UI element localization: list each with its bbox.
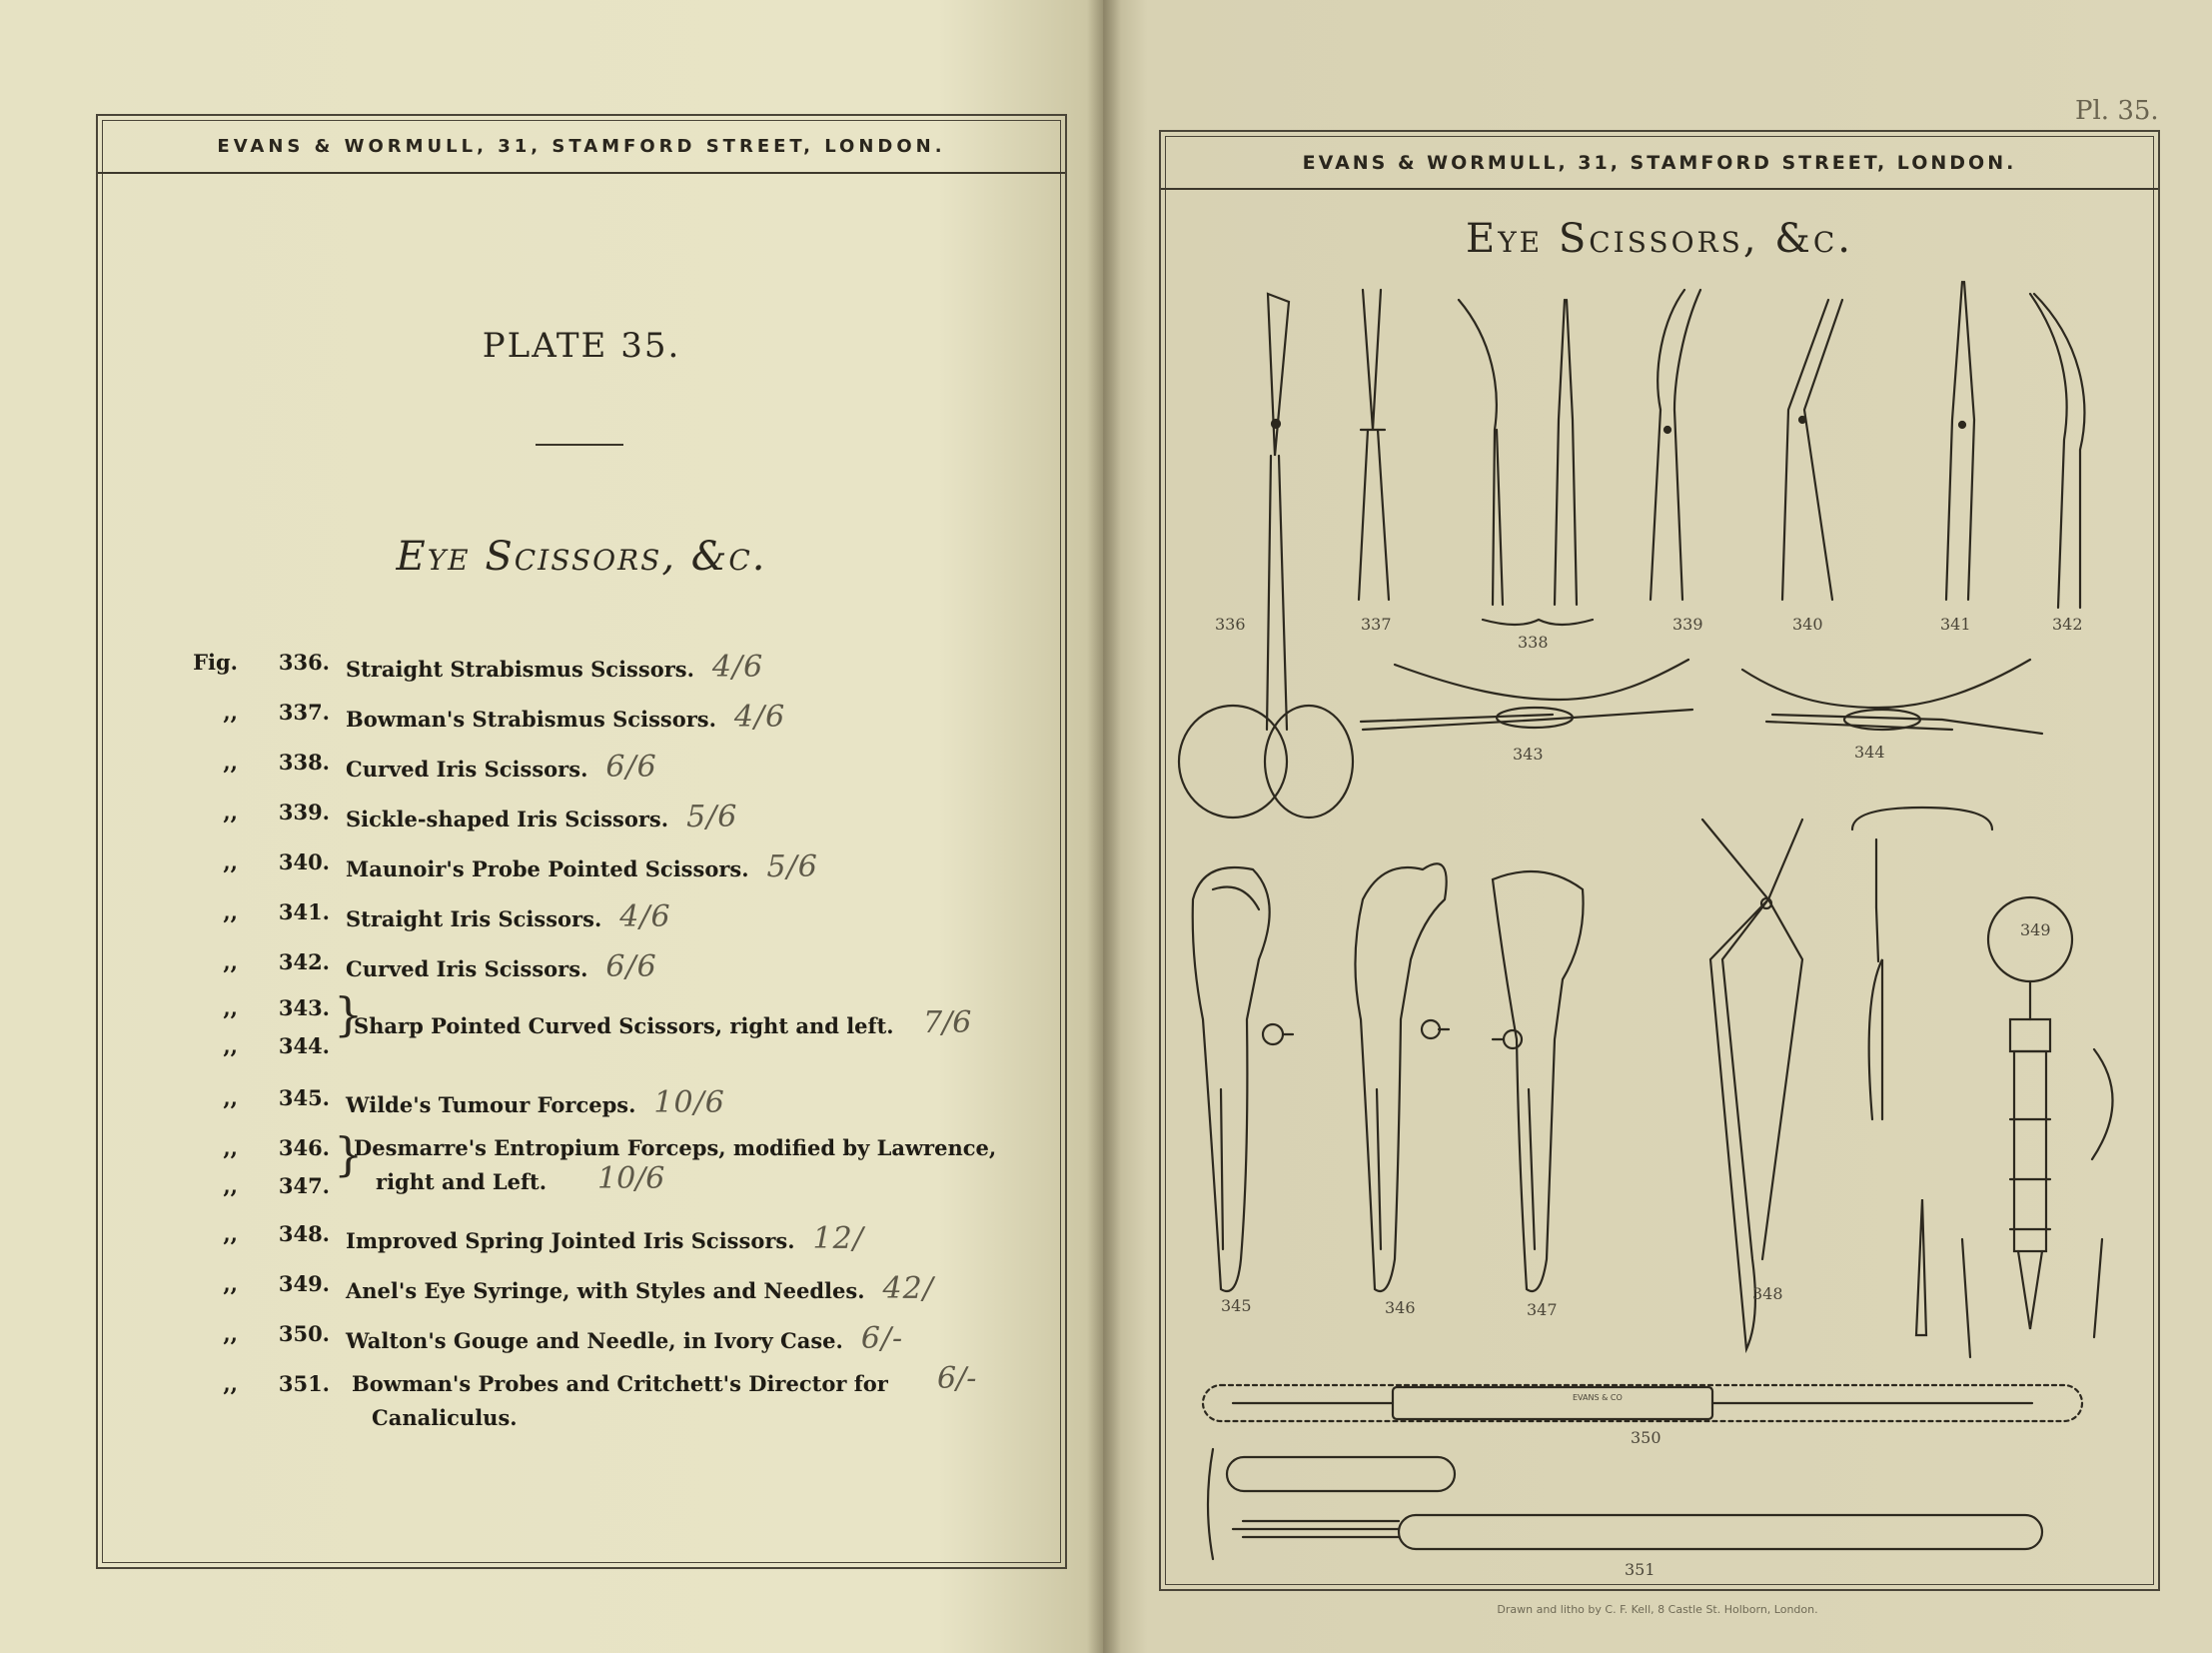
scissors-344-drawing	[1742, 660, 2042, 734]
entry-description: Maunoir's Probe Pointed Scissors. 5/6	[346, 849, 818, 884]
entry-description: Desmarre's Entropium Forceps, modified by Lawrence,	[354, 1135, 997, 1160]
forceps-345-drawing	[1193, 867, 1293, 1291]
handwritten-price: 4/6	[733, 700, 786, 735]
entry-description: Sickle-shaped Iris Scissors. 5/6	[346, 800, 738, 834]
entry-number: 341.	[278, 899, 330, 924]
entry-number: 339.	[278, 800, 330, 825]
scissors-348-drawing	[1702, 820, 1802, 1349]
figure-label: 344	[1854, 743, 1885, 762]
entry-description: Canaliculus.	[372, 1405, 518, 1430]
handwritten-price: 6/-	[860, 1321, 904, 1356]
book-gutter	[1087, 0, 1121, 1653]
handwritten-price: 10/6	[653, 1085, 725, 1120]
section-title: Eye Scissors, &c.	[396, 534, 767, 580]
handwritten-price: 6/6	[605, 949, 657, 984]
entry-prefix: ,,	[223, 899, 238, 924]
figure-labels	[1215, 615, 2083, 1579]
catalog-entry	[98, 849, 1069, 889]
handwritten-price: 6/-	[937, 1361, 977, 1396]
forceps-346-drawing	[1355, 863, 1449, 1291]
entry-prefix: ,,	[223, 1271, 238, 1296]
handwritten-price: 6/6	[605, 750, 657, 785]
entry-number: 336.	[278, 650, 330, 675]
entry-number: 345.	[278, 1085, 330, 1110]
entry-number: 350.	[278, 1321, 330, 1346]
catalog-entry	[98, 1221, 1069, 1261]
entry-number: 344.	[278, 1033, 330, 1058]
forceps-347-drawing	[1493, 871, 1584, 1291]
entry-prefix: Fig.	[193, 650, 238, 675]
figure-label: 339	[1672, 615, 1703, 634]
entry-prefix: ,,	[223, 1135, 238, 1160]
entry-description: Curved Iris Scissors. 6/6	[346, 750, 657, 785]
entry-prefix: ,,	[223, 800, 238, 825]
catalog-entry	[98, 700, 1069, 740]
figure-label: 343	[1513, 745, 1544, 764]
figure-label: 348	[1752, 1284, 1783, 1303]
entry-prefix: ,,	[223, 1173, 238, 1198]
figure-label: 346	[1385, 1298, 1416, 1317]
entry-number: 349.	[278, 1271, 330, 1296]
catalog-entry	[98, 899, 1069, 939]
entry-prefix: ,,	[223, 1221, 238, 1246]
entry-description: Improved Spring Jointed Iris Scissors. 12/	[346, 1221, 864, 1256]
probes-351-drawing	[1208, 1449, 2042, 1559]
handwritten-price: 12/	[812, 1221, 864, 1256]
entry-description: Curved Iris Scissors. 6/6	[346, 949, 657, 984]
entry-number: 346.	[278, 1135, 330, 1160]
entry-number: 351.	[278, 1371, 330, 1396]
entry-description: Walton's Gouge and Needle, in Ivory Case. 6/-	[346, 1321, 904, 1356]
scissors-341-drawing	[1946, 282, 1974, 600]
catalog-entry	[98, 750, 1069, 790]
right-page-header: EVANS & WORMULL, 31, STAMFORD STREET, LONDON.	[1302, 152, 2017, 174]
entry-description: Straight Strabismus Scissors. 4/6	[346, 650, 764, 685]
entry-description: Bowman's Probes and Critchett's Director for	[352, 1371, 888, 1396]
catalog-entry	[98, 949, 1069, 989]
entry-description: Anel's Eye Syringe, with Styles and Needles. 42/	[346, 1271, 934, 1306]
entry-prefix: ,,	[223, 1321, 238, 1346]
entry-description: Wilde's Tumour Forceps. 10/6	[346, 1085, 725, 1120]
handwritten-price: 10/6	[597, 1161, 665, 1196]
scissors-336-drawing	[1179, 294, 1353, 818]
scissors-339-drawing	[1651, 290, 1700, 600]
printer-credit: Drawn and litho by C. F. Kell, 8 Castle St. Holborn, London.	[1497, 1603, 1818, 1616]
entry-prefix: ,,	[223, 1033, 238, 1058]
handwritten-price: 4/6	[619, 899, 671, 934]
entry-description: Straight Iris Scissors. 4/6	[346, 899, 671, 934]
entry-prefix: ,,	[223, 995, 238, 1020]
figure-label: 337	[1361, 615, 1392, 634]
scissors-343-drawing	[1361, 660, 1692, 730]
handwritten-price: 42/	[882, 1271, 934, 1306]
handwritten-price: 5/6	[766, 849, 818, 884]
scissors-342-drawing	[2030, 294, 2084, 608]
figure-label: 351	[1625, 1560, 1656, 1579]
entry-prefix: ,,	[223, 849, 238, 874]
syringe-349-drawing	[1852, 808, 2113, 1357]
header-rule	[98, 172, 1065, 174]
figure-label: 347	[1527, 1300, 1558, 1319]
entry-number: 347.	[278, 1173, 330, 1198]
figure-label: 345	[1221, 1296, 1252, 1315]
catalog-entry	[98, 800, 1069, 839]
gouge-350-drawing	[1203, 1385, 2082, 1421]
entry-description: right and Left.	[376, 1169, 548, 1194]
handwritten-price: 4/6	[711, 650, 764, 685]
entry-number: 342.	[278, 949, 330, 974]
entry-number: 348.	[278, 1221, 330, 1246]
entry-prefix: ,,	[223, 1085, 238, 1110]
entry-number: 337.	[278, 700, 330, 725]
catalog-entry	[98, 1321, 1069, 1361]
engraved-mark: EVANS & CO	[1573, 1393, 1623, 1402]
entry-prefix: ,,	[223, 700, 238, 725]
entry-number: 338.	[278, 750, 330, 775]
scissors-338-drawing	[1459, 300, 1593, 625]
figure-label: 350	[1631, 1428, 1661, 1447]
plate-number: Pl. 35.	[2075, 96, 2159, 126]
entry-description: Sharp Pointed Curved Scissors, right and left.	[354, 1013, 894, 1038]
scissors-337-drawing	[1359, 290, 1389, 600]
figure-label: 341	[1940, 615, 1971, 634]
entry-prefix: ,,	[223, 949, 238, 974]
instrument-engraving	[1163, 260, 2156, 1585]
entry-description: Bowman's Strabismus Scissors. 4/6	[346, 700, 786, 735]
figure-label: 349	[2020, 920, 2051, 939]
catalog-entry	[98, 650, 1069, 690]
title-rule	[536, 444, 623, 446]
header-rule	[1161, 188, 2158, 190]
figure-label: 338	[1518, 633, 1549, 652]
catalog-entry	[98, 1085, 1069, 1125]
plate-title: PLATE 35.	[482, 326, 681, 366]
figure-label: 342	[2052, 615, 2083, 634]
figure-label: 340	[1792, 615, 1823, 634]
entry-number: 343.	[278, 995, 330, 1020]
scissors-340-drawing	[1782, 300, 1842, 600]
entry-prefix: ,,	[223, 750, 238, 775]
catalog-entry	[98, 1271, 1069, 1311]
handwritten-price: 5/6	[686, 800, 738, 834]
brace: }	[334, 987, 364, 1041]
brace: }	[334, 1127, 364, 1181]
plate-illustration-title: Eye Scissors, &c.	[1466, 216, 1853, 262]
entry-number: 340.	[278, 849, 330, 874]
left-page-frame	[96, 114, 1067, 1569]
entry-prefix: ,,	[223, 1371, 238, 1396]
figure-label: 336	[1215, 615, 1246, 634]
left-page-header: EVANS & WORMULL, 31, STAMFORD STREET, LONDON.	[217, 136, 946, 157]
handwritten-price: 7/6	[923, 1005, 972, 1040]
